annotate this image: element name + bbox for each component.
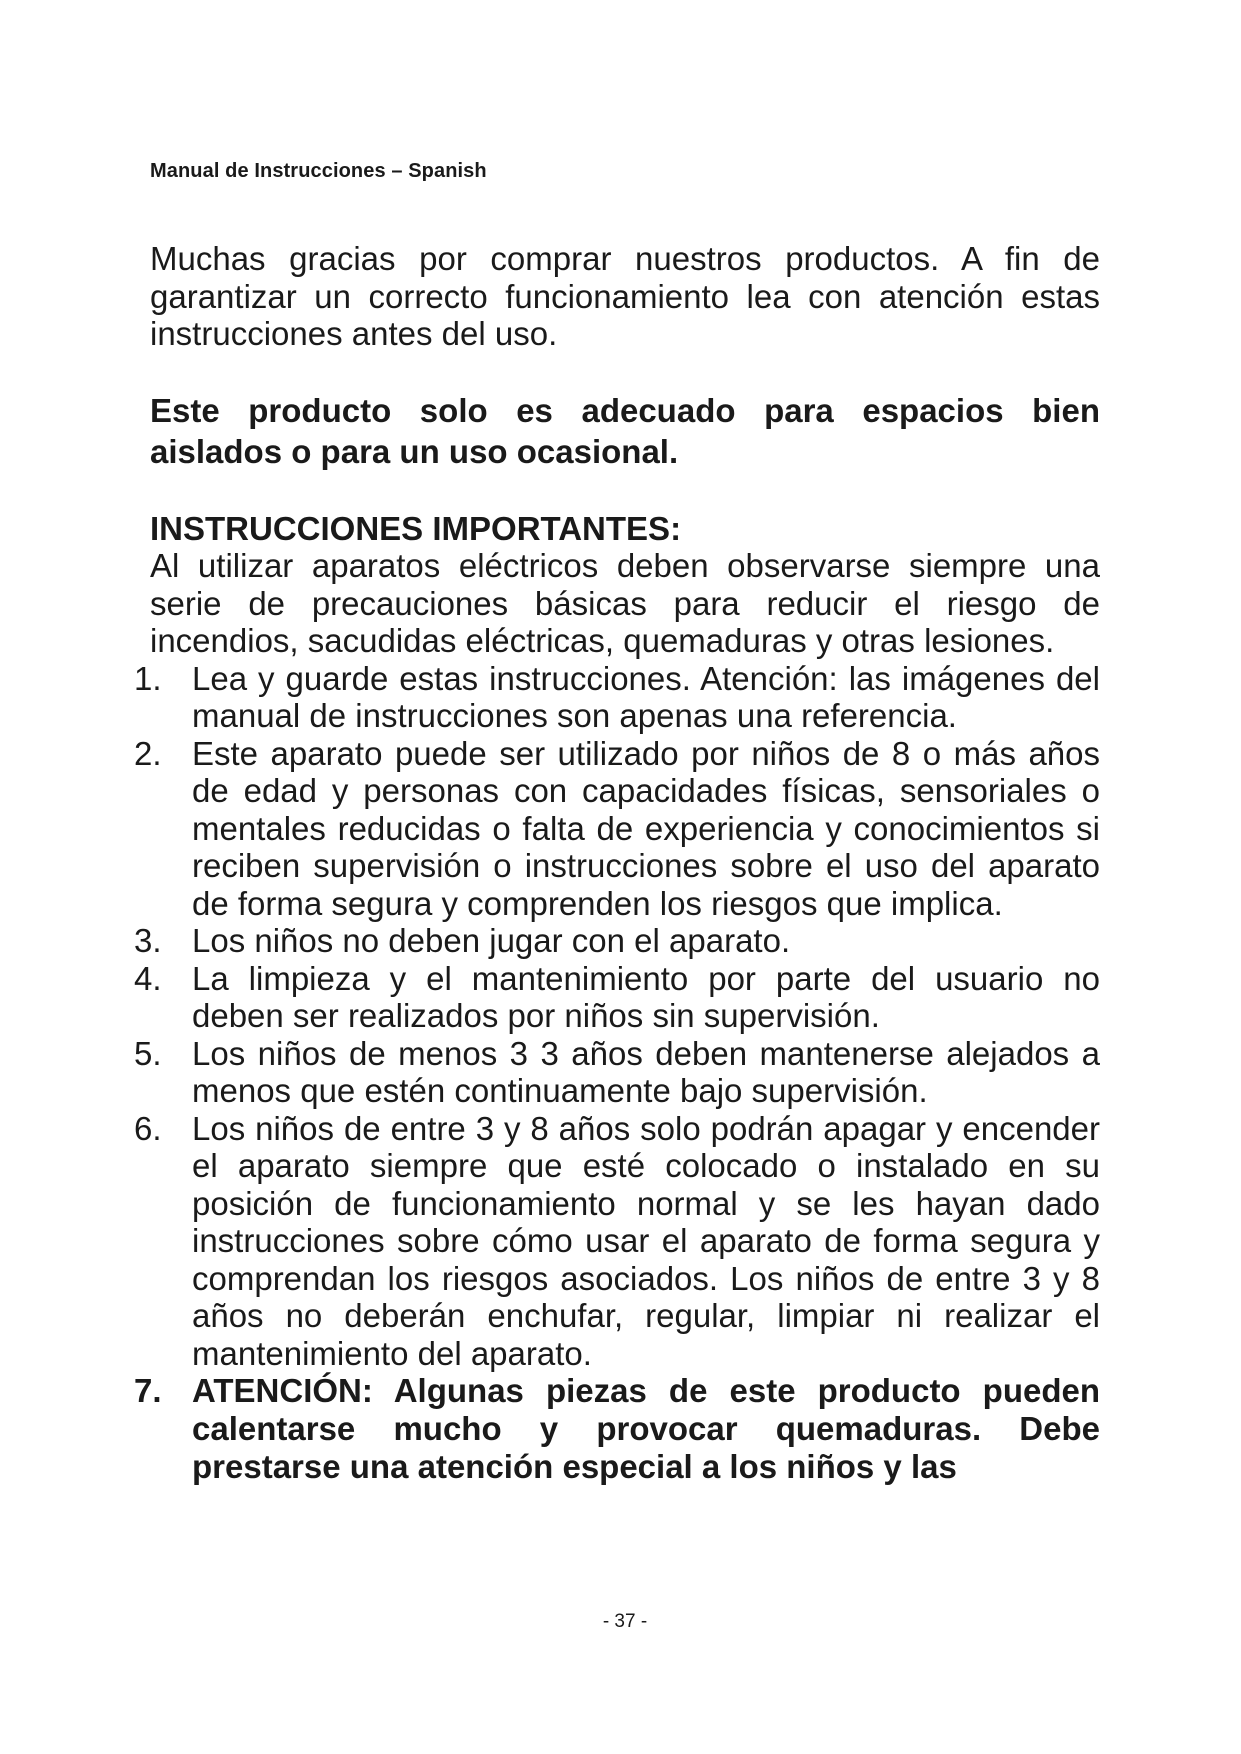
list-item-text: Este aparato puede ser utilizado por niños de 8 o más años de edad y personas con capacidades físicas, sensoriales o mentales reducidas o falta de experiencia y conocimientos si reciben supervisión o instrucciones sobre el uso del aparato de forma segura y comprenden los riesgos que implica. [192,734,1100,922]
list-item-number: 1. [134,659,162,697]
list-item [134,959,1100,1035]
intro-paragraph: Muchas gracias por comprar nuestros productos. A fin de garantizar un correcto funcionamiento lea con atención estas instrucciones antes del uso. [150,240,1100,352]
list-item-warning [134,1372,1100,1486]
list-item-number: 4. [134,959,162,997]
list-item [134,1034,1100,1110]
list-item-text: Los niños de entre 3 y 8 años solo podrán apagar y encender el aparato siempre que esté colocado o instalado en su posición de funcionamiento normal y se les hayan dado instrucciones sobre cómo usar el aparato de forma segura y comprendan los riesgos asociados. Los niños de entre 3 y 8 años no deberán enchufar, regular, limpiar ni realizar el mantenimiento del aparato. [192,1109,1100,1372]
list-item-number: 6. [134,1109,162,1147]
list-item-text: Los niños de menos 3 3 años deben mantenerse alejados a menos que estén continuamente bajo supervisión. [192,1034,1100,1109]
list-item-number: 3. [134,922,162,959]
list-item-number: 2. [134,734,162,772]
list-item [134,1109,1100,1373]
page-number: - 37 - [602,1611,648,1632]
list-item-number: 7. [134,1372,162,1409]
list-item [134,659,1100,735]
section-title: INSTRUCCIONES IMPORTANTES: [150,509,682,547]
list-item-text: ATENCIÓN: Algunas piezas de este producto pueden calentarse mucho y provocar quemaduras. Debe prestarse una atención especial a los niños y las [192,1372,1100,1485]
notice-paragraph: Este producto solo es adecuado para espacios bien aislados o para un uso ocasional. [150,391,1100,470]
list-item [134,922,1100,960]
body-text [134,240,1100,1486]
list-item-text: Los niños no deben jugar con el aparato. [192,922,791,959]
list-item-number: 5. [134,1034,162,1072]
list-item [134,734,1100,923]
list-item-text: La limpieza y el mantenimiento por parte del usuario no deben ser realizados por niños sin supervisión. [192,959,1100,1034]
section-intro: Al utilizar aparatos eléctricos deben observarse siempre una serie de precauciones básicas para reducir el riesgo de incendios, sacudidas eléctricas, quemaduras y otras lesiones. [150,547,1100,659]
list-item-text: Lea y guarde estas instrucciones. Atención: las imágenes del manual de instrucciones son apenas una referencia. [192,659,1100,734]
running-header: Manual de Instrucciones – Spanish [150,160,487,182]
instructions-list [134,659,1100,1487]
